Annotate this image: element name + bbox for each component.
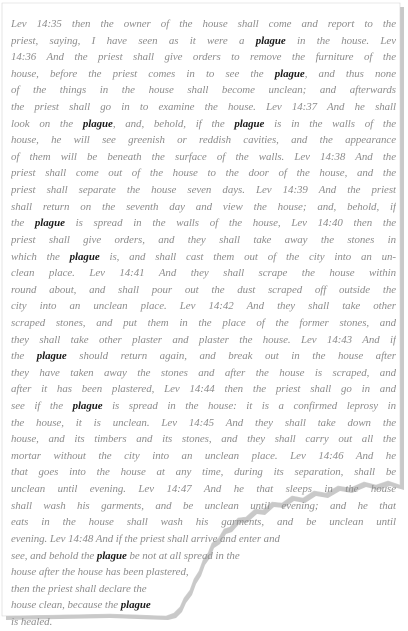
text-line bbox=[11, 232, 396, 249]
text-line bbox=[11, 215, 396, 232]
text-line bbox=[11, 332, 396, 349]
text-line bbox=[11, 597, 396, 614]
text-segment: after it has been plastered, Lev 14:44 then the priest shall go in and bbox=[11, 383, 396, 396]
text-segment: Lev 14:35 then the owner of the house shall come and report to the bbox=[11, 18, 396, 30]
keyword-plague: plague bbox=[274, 67, 305, 80]
text-line bbox=[11, 415, 396, 432]
keyword-plague: plague bbox=[234, 117, 265, 130]
text-segment: be not at all spread in the bbox=[126, 549, 240, 562]
text-segment: unclean until evening. Lev 14:47 And he that sleeps in the house bbox=[11, 483, 396, 496]
text-line bbox=[11, 199, 396, 216]
text-line bbox=[11, 531, 396, 548]
text-line bbox=[11, 514, 396, 531]
text-segment: of them will be beneath the surface of the walls. Lev 14:38 And the bbox=[11, 150, 396, 163]
text-segment: 14:36 And the priest shall give orders to remove the furniture of the bbox=[11, 51, 396, 64]
scripture-text bbox=[11, 16, 396, 631]
text-line bbox=[11, 132, 396, 149]
text-segment: is spread in the walls of the house, Lev 14:40 then the bbox=[64, 217, 396, 230]
text-segment: evening. Lev 14:48 And if the priest shall arrive and enter and bbox=[11, 532, 280, 545]
text-segment: round about, and shall pour out the dust scraped off outside the bbox=[11, 283, 396, 296]
text-line bbox=[11, 431, 396, 448]
text-line bbox=[11, 116, 396, 133]
keyword-plague: plague bbox=[82, 117, 113, 130]
text-line bbox=[11, 564, 396, 581]
text-segment: eats in the house shall wash his garments, and be unclean until bbox=[11, 516, 396, 529]
text-segment: the house, it is unclean. Lev 14:45 And they shall take down the bbox=[11, 416, 396, 429]
text-line bbox=[11, 581, 396, 598]
text-segment: priest, saying, I have seen as it were a bbox=[11, 34, 256, 47]
keyword-plague: plague bbox=[120, 599, 151, 612]
text-line bbox=[11, 298, 396, 315]
text-segment: priest shall separate the house seven days. Lev 14:39 And the priest bbox=[11, 184, 396, 197]
text-line bbox=[11, 16, 396, 33]
text-line bbox=[11, 182, 396, 199]
text-segment: house, before the priest comes in to see the bbox=[11, 67, 275, 80]
text-line bbox=[11, 265, 396, 282]
text-segment: should return again, and break out in the house after bbox=[66, 350, 396, 363]
text-line bbox=[11, 315, 396, 332]
text-segment: priest shall give orders, and they shall take away the stones in bbox=[11, 233, 396, 246]
text-segment: look on the bbox=[11, 117, 83, 130]
keyword-plague: plague bbox=[34, 217, 65, 230]
keyword-plague: plague bbox=[255, 34, 286, 47]
text-segment: shall return on the seventh day and view the house; and, behold, if bbox=[11, 200, 396, 213]
text-line bbox=[11, 165, 396, 182]
text-line bbox=[11, 33, 396, 50]
text-segment: scraped stones, and put them in the place of the former stones, and bbox=[11, 316, 396, 329]
text-line bbox=[11, 381, 396, 398]
text-line bbox=[11, 398, 396, 415]
text-segment: is spread in the house: it is a confirmed leprosy in bbox=[102, 400, 396, 413]
text-line bbox=[11, 614, 396, 631]
text-segment: house, and its timbers and its stones, and they shall carry out all the bbox=[11, 433, 396, 446]
text-segment: in the house. Lev bbox=[285, 34, 396, 47]
text-line bbox=[11, 282, 396, 299]
text-segment: clean place. Lev 14:41 And they shall scrape the house within bbox=[11, 267, 396, 280]
text-line bbox=[11, 99, 396, 116]
text-segment: is in the walls of the bbox=[264, 117, 396, 130]
text-segment: is healed. bbox=[11, 615, 53, 628]
text-segment: house after the house has been plastered, bbox=[11, 566, 189, 579]
text-segment: house, he will see greenish or reddish cavities, and the appearance bbox=[11, 134, 396, 147]
text-segment: then the priest shall declare the bbox=[11, 582, 147, 595]
text-line bbox=[11, 348, 396, 365]
text-segment: mortar without the city into an unclean place. Lev 14:46 And he bbox=[11, 449, 396, 462]
text-line bbox=[11, 82, 396, 99]
text-line bbox=[11, 149, 396, 166]
text-segment: they shall take other plaster and plaster the house. Lev 14:43 And if bbox=[11, 333, 396, 346]
keyword-plague: plague bbox=[69, 250, 100, 263]
text-segment: shall wash his garments, and be unclean until evening; and he that bbox=[11, 499, 396, 512]
text-line bbox=[11, 481, 396, 498]
text-line bbox=[11, 498, 396, 515]
keyword-plague: plague bbox=[96, 549, 127, 562]
text-segment: the priest shall go in to examine the house. Lev 14:37 And he shall bbox=[11, 101, 396, 114]
text-segment: , and, behold, if the bbox=[112, 117, 235, 130]
text-segment: that goes into the house at any time, during its separation, shall be bbox=[11, 466, 396, 479]
text-line bbox=[11, 464, 396, 481]
text-line bbox=[11, 49, 396, 66]
text-segment: , and thus none bbox=[304, 67, 396, 80]
text-segment: the bbox=[11, 350, 37, 363]
text-segment: the bbox=[11, 217, 35, 230]
text-segment: city into an unclean place. Lev 14:42 And they shall take other bbox=[11, 300, 396, 313]
text-segment: which the bbox=[11, 250, 70, 263]
keyword-plague: plague bbox=[72, 400, 103, 413]
keyword-plague: plague bbox=[36, 350, 67, 363]
text-line bbox=[11, 548, 396, 565]
text-segment: see, and behold the bbox=[11, 549, 97, 562]
text-segment: they have taken away the stones and after the house is scraped, and bbox=[11, 366, 396, 379]
text-segment: of the things in the house shall become unclean; and afterwards bbox=[11, 84, 396, 97]
text-line bbox=[11, 66, 396, 83]
text-segment: priest shall come out of the house to the door of the house, and the bbox=[11, 167, 396, 180]
text-line bbox=[11, 448, 396, 465]
text-line bbox=[11, 249, 396, 266]
text-segment: is, and shall cast them out of the city into an un- bbox=[99, 250, 396, 263]
text-line bbox=[11, 365, 396, 382]
text-segment: house clean, because the bbox=[11, 599, 121, 612]
text-segment: see if the bbox=[11, 400, 73, 413]
